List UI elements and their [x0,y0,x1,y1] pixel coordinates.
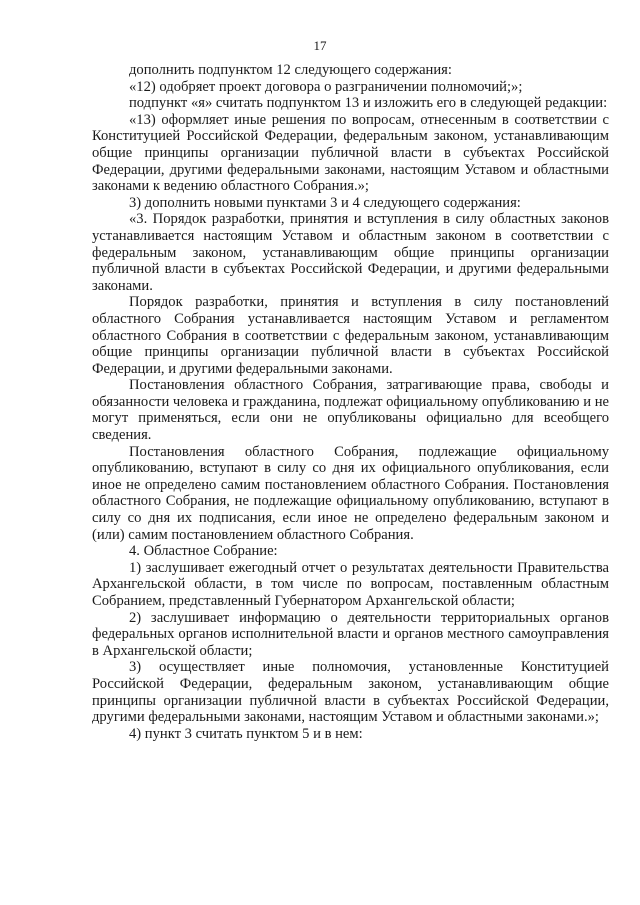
paragraph: 3) осуществляет иные полномочия, установленные Конституцией Российской Федерации, федеральным законом, устанавливающим общие принципы организации публичной власти в субъектах Российской Федерации, другими федеральными законами, настоящим Уставом и областными законами.»; [92,659,609,726]
page-number: 17 [313,38,327,53]
document-body [92,62,609,742]
paragraph: подпункт «я» считать подпунктом 13 и изложить его в следующей редакции: [129,95,608,112]
paragraph: Постановления областного Собрания, подлежащие официальному опубликованию, вступают в силу со дня их официального опубликования, если иное не определено самим постановлением областного Собрания. Постановления областного Собрания, не подлежащие официальному опубликованию, вступают в силу со дня их подписания, если иное не определено федеральным законом и (или) самим постановлением областного Собрания. [92,443,609,543]
paragraph: «3. Порядок разработки, принятия и вступления в силу областных законов устанавливается настоящим Уставом и областным законом в соответствии с федеральным законом, устанавливающим общие принципы организации публичной власти в субъектах Российской Федерации, и другими федеральными законами. [92,211,609,294]
paragraph: 1) заслушивает ежегодный отчет о результатах деятельности Правительства Архангельской области, в том числе по вопросам, поставленным областным Собранием, представленный Губернатором Архангельской области; [92,559,609,609]
paragraph: Порядок разработки, принятия и вступления в силу постановлений областного Собрания устанавливается настоящим Уставом и регламентом областного Собрания в соответствии с федеральным законом, устанавливающим общие принципы организации публичной власти в субъектах Российской Федерации, и другими федеральными законами. [92,294,609,377]
paragraph: 4. Областное Собрание: [129,543,278,560]
paragraph: 3) дополнить новыми пунктами 3 и 4 следующего содержания: [129,194,521,211]
paragraph: дополнить подпунктом 12 следующего содержания: [129,62,452,78]
paragraph: «12) одобряет проект договора о разграничении полномочий;»; [129,78,523,95]
paragraph: 2) заслушивает информацию о деятельности территориальных органов федеральных органов исполнительной власти и органов местного самоуправления в Архангельской области; [92,609,609,659]
paragraph: «13) оформляет иные решения по вопросам, отнесенным в соответствии с Конституцией Российской Федерации, федеральным законом, устанавливающим общие принципы организации публичной власти в субъектах Российской Федерации, другими федеральными законами, настоящим Уставом и областными законами к ведению областного Собрания.»; [92,111,609,195]
paragraph: 4) пункт 3 считать пунктом 5 и в нем: [129,725,363,742]
paragraph: Постановления областного Собрания, затрагивающие права, свободы и обязанности человека и гражданина, подлежат официальному опубликованию и не могут применяться, если они не опубликованы официально для всеобщего сведения. [92,377,609,444]
